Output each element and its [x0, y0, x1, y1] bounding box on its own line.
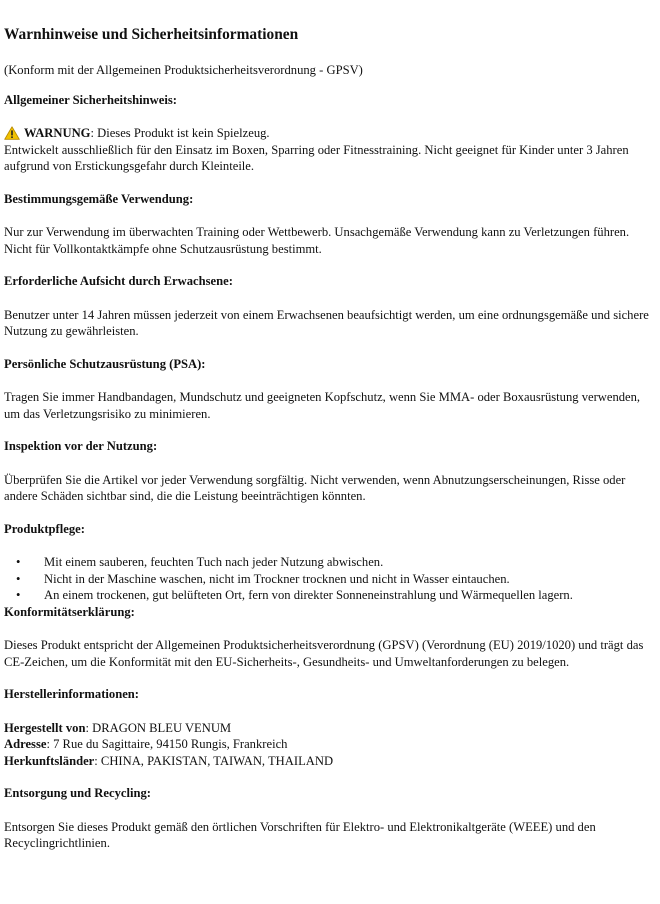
list-item: • Nicht in der Maschine waschen, nicht im Trockner trocknen und nicht in Wasser eintauchen. — [44, 571, 658, 588]
heading-ppe: Persönliche Schutzausrüstung (PSA): — [4, 356, 206, 371]
ppe-body: Tragen Sie immer Handbandagen, Mundschutz und geeigneten Kopfschutz, wenn Sie MMA- oder Boxausrüstung verwenden, um das Verletzungsrisiko zu minimieren. — [4, 390, 641, 421]
address-value: : 7 Rue du Sagittaire, 94150 Rungis, Frankreich — [46, 737, 288, 751]
supervision-body: Benutzer unter 14 Jahren müssen jederzeit von einem Erwachsenen beaufsichtigt werden, um eine ordnungsgemäße und sichere Nutzung zu gewährleisten. — [4, 307, 649, 338]
warning-line — [4, 125, 658, 142]
address-label: Adresse — [4, 737, 47, 751]
heading-supervision: Erforderliche Aufsicht durch Erwachsene: — [4, 274, 233, 288]
heading-conformity: Konformitätserklärung: — [4, 604, 135, 619]
heading-general-safety: Allgemeiner Sicherheitshinweis: — [4, 92, 177, 107]
list-item: • Mit einem sauberen, feuchten Tuch nach jeder Nutzung abwischen. — [44, 554, 658, 571]
intended-use-body: Nur zur Verwendung im überwachten Training oder Wettbewerb. Unsachgemäße Verwendung kann zu Verletzungen führen. Nicht für Vollkontaktkämpfe ohne Schutzausrüstung bestimmt. — [4, 225, 630, 256]
subtitle: (Konform mit der Allgemeinen Produktsicherheitsverordnung - GPSV) — [4, 63, 363, 77]
manufacturer-address — [4, 736, 658, 753]
warning-text: : Dieses Produkt ist kein Spielzeug. — [90, 126, 270, 140]
origin-value: : CHINA, PAKISTAN, TAIWAN, THAILAND — [94, 753, 334, 768]
origin-label: Herkunftsländer — [4, 753, 95, 768]
made-by-label: Hergestellt von — [4, 720, 86, 735]
heading-disposal: Entsorgung und Recycling: — [4, 786, 151, 800]
heading-care: Produktpflege: — [4, 521, 85, 536]
inspection-body: Überprüfen Sie die Artikel vor jeder Verwendung sorgfältig. Nicht verwenden, wenn Abnutzungserscheinungen, Risse oder andere Schäden sichtbar sind, die die Leistung beeinträchtigen könnten. — [4, 472, 626, 503]
care-list — [4, 554, 658, 604]
heading-inspection: Inspektion vor der Nutzung: — [4, 439, 158, 453]
warning-label: WARNUNG — [24, 126, 91, 140]
conformity-body: Dieses Produkt entspricht der Allgemeinen Produktsicherheitsverordnung (GPSV) (Verordnung (EU) 2019/1020) und trägt das CE-Zeichen, um die Konformität mit den EU-Sicherheits-, Gesundheits- und Umweltanforderungen zu belegen. — [4, 638, 644, 669]
manufacturer-made-by — [4, 720, 658, 737]
manufacturer-info — [4, 720, 658, 770]
manufacturer-origin — [4, 753, 658, 770]
made-by-value: : DRAGON BLEU VENUM — [85, 720, 232, 735]
warning-triangle-icon — [4, 126, 20, 140]
disposal-body: Entsorgen Sie dieses Produkt gemäß den örtlichen Vorschriften für Elektro- und Elektronikaltgeräte (WEEE) und den Recyclingrichtlinien. — [4, 819, 596, 850]
heading-manufacturer: Herstellerinformationen: — [4, 687, 139, 701]
heading-intended-use: Bestimmungsgemäße Verwendung: — [4, 191, 194, 206]
list-item: • An einem trockenen, gut belüfteten Ort, fern von direkter Sonneneinstrahlung und Wärmequellen lagern. — [44, 587, 658, 604]
page-title: Warnhinweise und Sicherheitsinformationen — [4, 26, 299, 43]
general-safety-body: Entwickelt ausschließlich für den Einsatz im Boxen, Sparring oder Fitnesstraining. Nicht geeignet für Kinder unter 3 Jahren aufgrund von Erstickungsgefahr durch Kleinteile. — [4, 142, 629, 173]
